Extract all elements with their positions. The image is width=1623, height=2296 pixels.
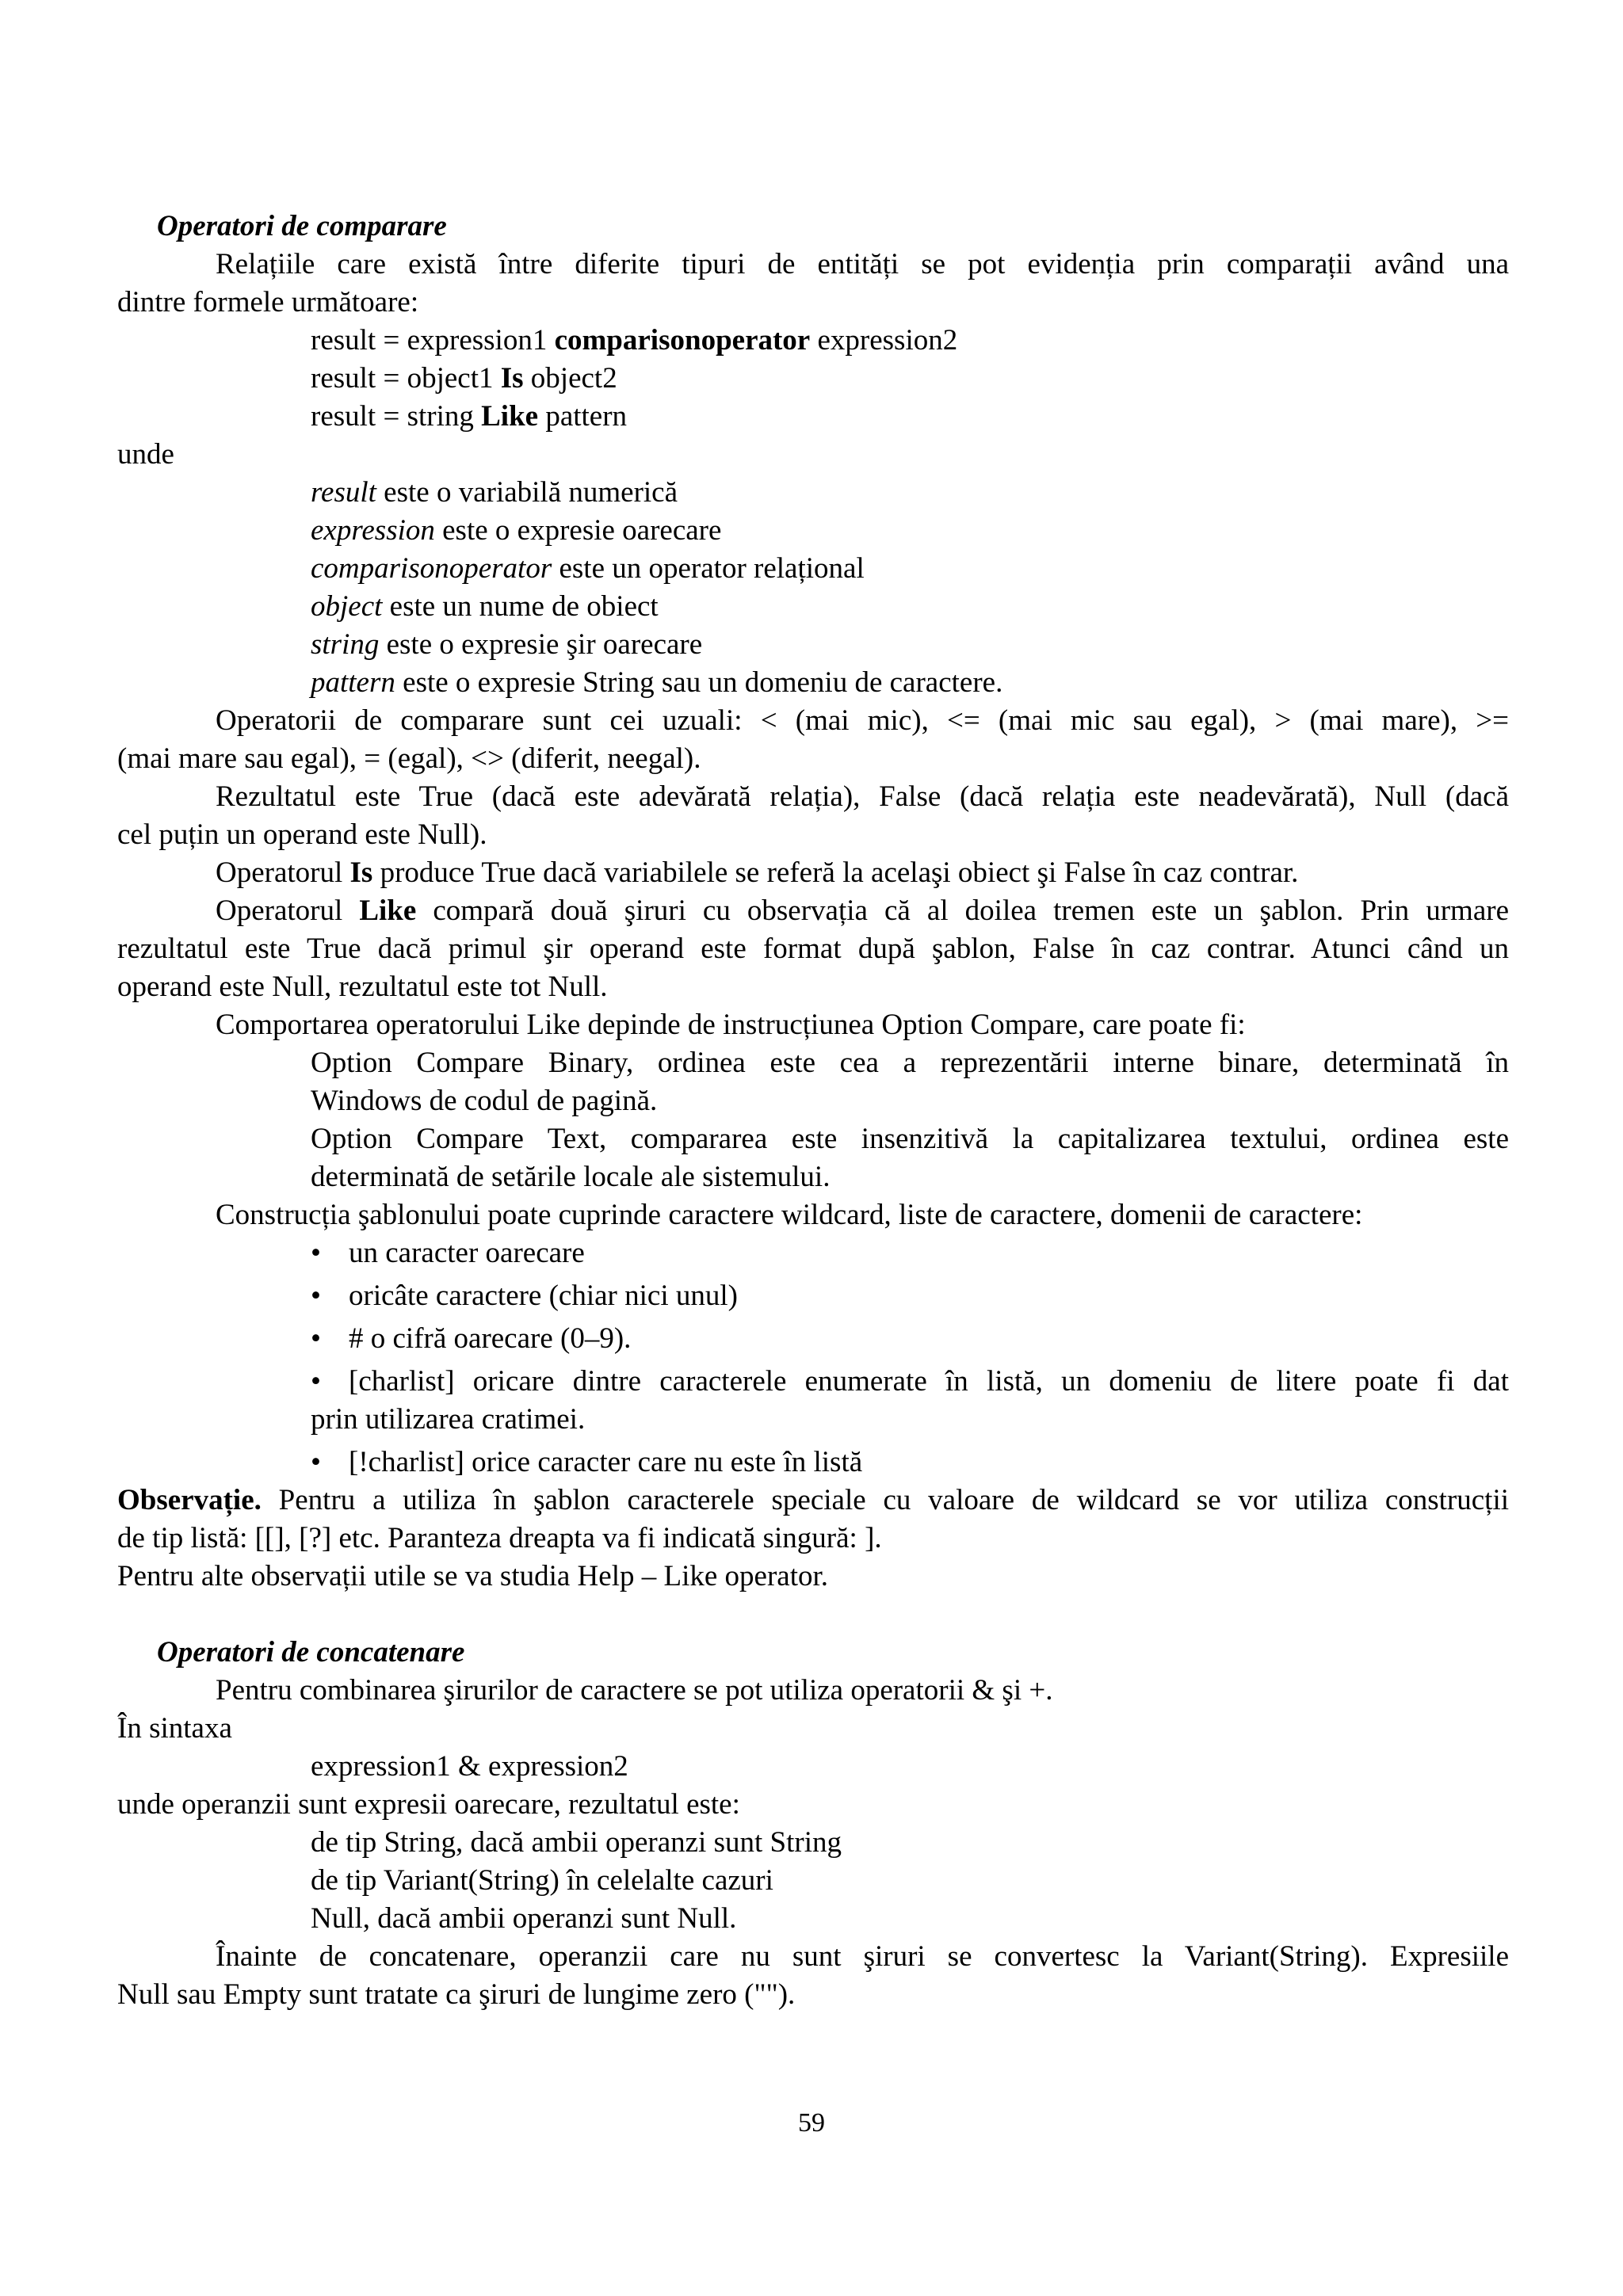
text-run: Operatorul — [216, 894, 360, 927]
formula-text: pattern — [538, 400, 628, 433]
list-item — [117, 1363, 1509, 1401]
definition-text: este o expresie String sau un domeniu de caractere. — [395, 666, 1003, 699]
formula-keyword: Is — [500, 362, 524, 395]
option-text-line: Option Compare Text, compararea este insenzitivă la capitalizarea textului, ordinea este — [311, 1123, 1509, 1155]
definition-object — [117, 588, 1509, 626]
formula-text: result = object1 — [311, 362, 501, 395]
formula-like — [117, 398, 1509, 436]
definition-term: object — [311, 590, 383, 623]
option-binary-line: Option Compare Binary, ordinea este cea a reprezentării interne binare, determinată în — [311, 1047, 1509, 1079]
observation-text: Pentru a utiliza în şablon caracterele speciale cu valoare de wildcard se vor utiliza construcții — [261, 1484, 1509, 1516]
list-item-continuation: prin utilizarea cratimei. — [311, 1403, 586, 1436]
keyword: Is — [349, 856, 373, 889]
result-case: de tip String, dacă ambii operanzi sunt String — [311, 1826, 842, 1859]
paragraph-line: unde operanzii sunt expresii oarecare, rezultatul este: — [117, 1788, 740, 1821]
paragraph-line — [117, 854, 1509, 892]
definition-string — [117, 626, 1509, 664]
paragraph-line: Înainte de concatenare, operanzii care nu sunt şiruri se convertesc la Variant(String). Expresiile — [216, 1940, 1509, 1973]
formula-comparison — [117, 322, 1509, 360]
formula-text: object2 — [523, 362, 617, 395]
spacer — [117, 1596, 1509, 1634]
formula-text: expression2 — [810, 324, 958, 357]
paragraph-line: Relațiile care există între diferite tipuri de entități se pot evidenția prin comparații având una — [216, 248, 1509, 280]
text-run: produce True dacă variabilele se referă la acelaşi obiect şi False în caz contrar. — [372, 856, 1299, 889]
bullet-icon: • — [311, 1446, 321, 1478]
definition-text: este un operator relațional — [552, 552, 865, 585]
section-heading-concatenation: Operatori de concatenare — [157, 1636, 465, 1669]
where-label: unde — [117, 438, 174, 471]
definition-text: este un nume de obiect — [382, 590, 659, 623]
paragraph-line: Operatorii de comparare sunt cei uzuali: < (mai mic), <= (mai mic sau egal), > (mai mare), >= — [216, 704, 1509, 737]
definition-term: comparisonoperator — [311, 552, 552, 585]
definition-term: string — [311, 628, 380, 661]
list-item-text: # o cifră oarecare (0–9). — [349, 1322, 632, 1355]
observation-label: Observație. — [117, 1484, 262, 1516]
paragraph-line: Pentru combinarea şirurilor de caractere se pot utiliza operatorii & şi +. — [216, 1674, 1053, 1707]
section-heading-comparison: Operatori de comparare — [157, 210, 447, 242]
option-text-line: determinată de setările locale ale sistemului. — [311, 1161, 831, 1193]
paragraph-line: operand este Null, rezultatul este tot Null. — [117, 971, 608, 1003]
list-item-text: [charlist] oricare dintre caracterele enumerate în listă, un domeniu de litere poate fi dat — [349, 1365, 1509, 1398]
text-run: compară două şiruri cu observația că al doilea tremen este un şablon. Prin urmare — [416, 894, 1509, 927]
definition-text: este o expresie oarecare — [434, 514, 722, 547]
formula-keyword: comparisonoperator — [554, 324, 811, 357]
paragraph-line: Construcția şablonului poate cuprinde caractere wildcard, liste de caractere, domenii de caractere: — [216, 1199, 1363, 1231]
result-case: de tip Variant(String) în celelalte cazuri — [311, 1864, 773, 1897]
list-item-text: [!charlist] orice caracter care nu este în listă — [349, 1446, 863, 1478]
list-item-text: oricâte caractere (chiar nici unul) — [349, 1280, 738, 1312]
definition-pattern — [117, 664, 1509, 702]
list-item — [117, 1444, 1509, 1482]
definition-result — [117, 474, 1509, 512]
formula-text: result = string — [311, 400, 482, 433]
formula-keyword: Like — [481, 400, 539, 433]
formula-text: result = expression1 — [311, 324, 555, 357]
definition-comparisonoperator — [117, 550, 1509, 588]
observation-line: de tip listă: [[], [?] etc. Paranteza dreapta va fi indicată singură: ]. — [117, 1522, 882, 1554]
list-item-text: un caracter oarecare — [349, 1237, 585, 1269]
list-item — [117, 1234, 1509, 1277]
paragraph-line: Comportarea operatorului Like depinde de instrucțiunea Option Compare, care poate fi: — [216, 1009, 1246, 1041]
paragraph-line: cel puțin un operand este Null). — [117, 818, 487, 851]
paragraph-line: dintre formele următoare: — [117, 286, 419, 318]
text-run: Operatorul — [216, 856, 350, 889]
list-item — [117, 1320, 1509, 1363]
bullet-icon: • — [311, 1322, 321, 1355]
paragraph-line — [117, 892, 1509, 930]
paragraph-line: În sintaxa — [117, 1712, 232, 1745]
paragraph-line: Null sau Empty sunt tratate ca şiruri de lungime zero (""). — [117, 1978, 796, 2011]
paragraph-line: rezultatul este True dacă primul şir operand este format după şablon, False în caz contrar. Atunci când un — [117, 933, 1509, 965]
definition-text: este o variabilă numerică — [376, 476, 678, 509]
observation-line: Pentru alte observații utile se va studia Help – Like operator. — [117, 1560, 828, 1592]
bullet-icon: • — [311, 1365, 321, 1398]
definition-term: expression — [311, 514, 435, 547]
concat-syntax: expression1 & expression2 — [311, 1750, 628, 1783]
definition-expression — [117, 512, 1509, 550]
option-binary-line: Windows de codul de pagină. — [311, 1085, 658, 1117]
bullet-icon: • — [311, 1237, 321, 1269]
definition-text: este o expresie şir oarecare — [379, 628, 703, 661]
definition-term: result — [311, 476, 376, 509]
list-item — [117, 1277, 1509, 1320]
observation-line — [117, 1482, 1509, 1520]
document-page — [117, 208, 1509, 2014]
definition-term: pattern — [311, 666, 395, 699]
paragraph-line: (mai mare sau egal), = (egal), <> (diferit, neegal). — [117, 742, 701, 775]
paragraph-line: Rezultatul este True (dacă este adevărată relația), False (dacă relația este neadevărată), Null (dacă — [216, 780, 1509, 813]
result-case: Null, dacă ambii operanzi sunt Null. — [311, 1902, 737, 1935]
page-number: 59 — [798, 2108, 825, 2138]
formula-is — [117, 360, 1509, 398]
bullet-icon: • — [311, 1280, 321, 1312]
keyword: Like — [359, 894, 417, 927]
